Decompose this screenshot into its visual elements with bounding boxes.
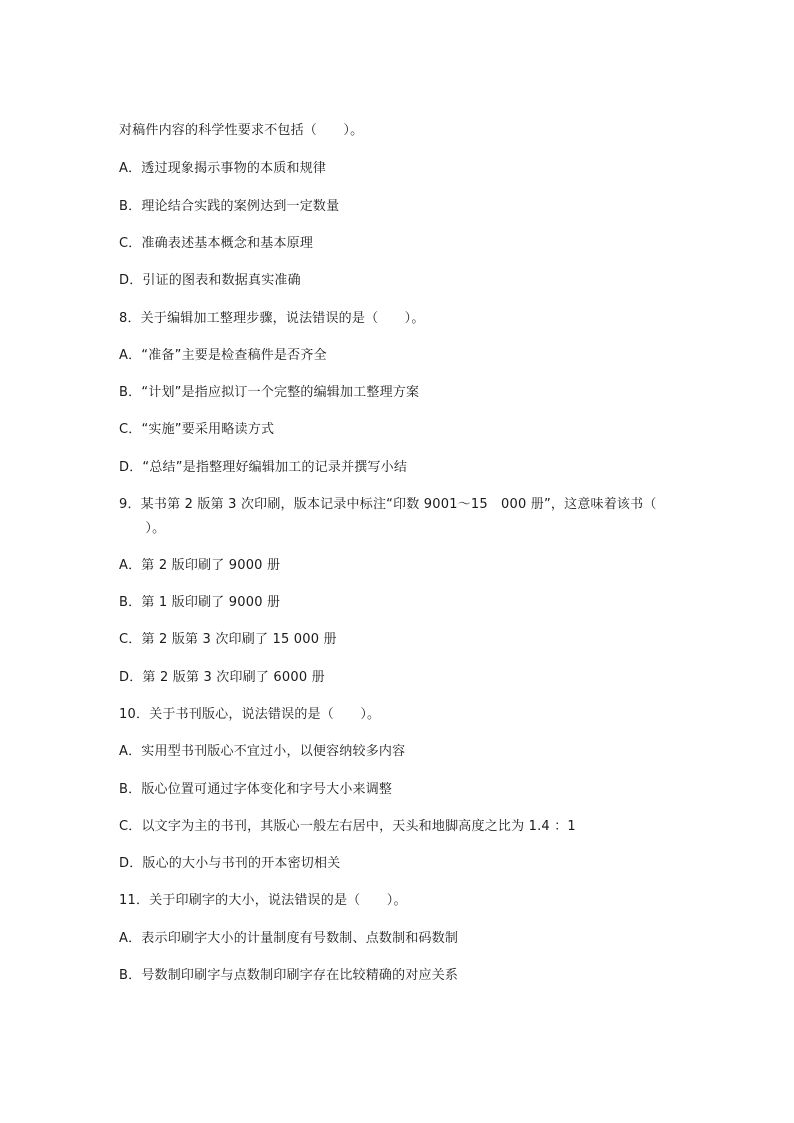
question-7-option-d: D．引证的图表和数据真实准确: [119, 273, 301, 288]
question-10-option-c: C．以文字为主的书刊，其版心一般左右居中，天头和地脚高度之比为 1.4 ：1: [119, 819, 576, 834]
question-9-option-d: D．第 2 版第 3 次印刷了 6000 册: [119, 670, 325, 685]
question-8-option-d: D．“总结”是指整理好编辑加工的记录并撰写小结: [119, 460, 408, 475]
question-8-stem: 8．关于编辑加工整理步骤，说法错误的是（ ）。: [119, 311, 425, 326]
question-10-stem: 10．关于书刊版心，说法错误的是（ ）。: [119, 707, 381, 722]
question-11-stem: 11．关于印刷字的大小，说法错误的是（ ）。: [119, 893, 407, 908]
question-9-stem-line-2: ）。: [119, 521, 166, 536]
question-9-option-a: A．第 2 版印刷了 9000 册: [119, 558, 281, 573]
question-9-option-b: B．第 1 版印刷了 9000 册: [119, 595, 281, 610]
question-10-option-b: B．版心位置可通过字体变化和字号大小来调整: [119, 782, 393, 797]
question-7-option-c: C．准确表述基本概念和基本原理: [119, 236, 314, 251]
question-7-option-a: A．透过现象揭示事物的本质和规律: [119, 161, 327, 176]
question-8-option-b: B．“计划”是指应拟订一个完整的编辑加工整理方案: [119, 385, 420, 400]
question-9-stem-line-1: 9．某书第 2 版第 3 次印刷，版本记录中标注“印数 9001～15 000 册”，这意味着该书（: [119, 497, 657, 512]
question-10-option-d: D．版心的大小与书刊的开本密切相关: [119, 856, 341, 871]
question-7-stem: 对稿件内容的科学性要求不包括（ ）。: [119, 123, 364, 138]
question-7-option-b: B．理论结合实践的案例达到一定数量: [119, 199, 340, 214]
question-9-option-c: C．第 2 版第 3 次印刷了 15 000 册: [119, 632, 337, 647]
question-11-option-a: A．表示印刷字大小的计量制度有号数制、点数制和码数制: [119, 931, 459, 946]
question-8-option-c: C．“实施”要采用略读方式: [119, 422, 275, 437]
question-8-option-a: A．“准备”主要是检查稿件是否齐全: [119, 348, 327, 363]
question-10-option-a: A．实用型书刊版心不宜过小，以便容纳较多内容: [119, 744, 406, 759]
question-11-option-b: B．号数制印刷字与点数制印刷字存在比较精确的对应关系: [119, 968, 459, 983]
